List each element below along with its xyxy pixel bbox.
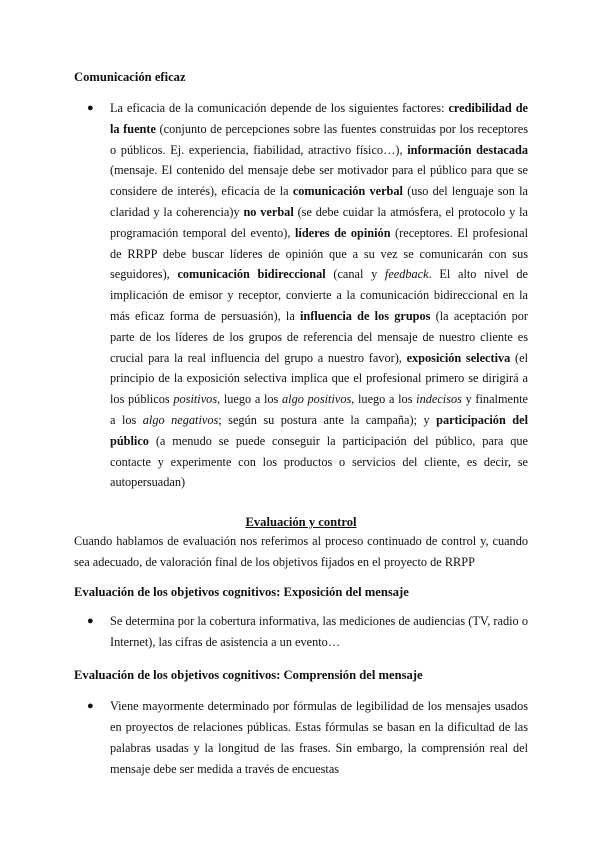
text: (receptores. El profesional de RRPP debe buscar líderes de opinión que a su vez se comunicarán con sus seguidores), — [110, 225, 528, 282]
text: , luego a los — [351, 392, 417, 407]
text: La eficacia de la comunicación depende de los siguientes factores: — [110, 101, 449, 115]
text: (el principio de la exposición selectiva implica que el profesional primero se dirigirá a los públicos — [110, 350, 528, 407]
text: (uso del lenguaje son la claridad y la coherencia)y — [110, 184, 528, 219]
text: ; según su postura ante la campaña); y — [218, 412, 437, 427]
term-verbal: comunicación verbal — [292, 184, 403, 199]
text: (la aceptación por parte de los líderes de los grupos de referencia del mensaje de nuestro cliente es crucial para la real influencia del grupo a nuestro favor), — [110, 308, 528, 365]
term-credibilidad: credibilidad de la fuente — [110, 101, 528, 136]
heading-comunicacion-eficaz: Comunicación eficaz — [74, 70, 186, 84]
bullet-item-factores — [74, 98, 528, 493]
italic-algo-positivos: algo positivos — [282, 392, 352, 407]
term-lideres: líderes de opinión — [294, 225, 391, 240]
exposicion-paragraph: Se determina por la cobertura informativa, las mediciones de audiencias (TV, radio o Internet), las cifras de asistencia a un evento… — [110, 613, 528, 649]
italic-indecisos: indecisos — [416, 392, 462, 407]
bullet-icon: ● — [87, 614, 94, 627]
text: . El alto nivel de implicación de emisor y receptor, convierte a la comunicación bidireccional en la más eficaz forma de persuasión), la — [110, 267, 529, 323]
text: , luego a los — [217, 392, 282, 407]
bullet-item-exposicion — [74, 611, 528, 653]
term-no-verbal: no verbal — [243, 204, 294, 219]
italic-feedback: feedback — [384, 267, 429, 282]
term-bidireccional: comunicación bidireccional — [177, 267, 326, 282]
text: (a menudo se puede conseguir la participación del público, para que contacte y experimente con los productos o servicios del cliente, es decir, se autopersuadan) — [110, 433, 528, 490]
term-informacion: información destacada — [407, 142, 528, 157]
bullet-icon: ● — [87, 700, 94, 713]
italic-positivos: positivos — [173, 392, 218, 407]
heading-comprension-mensaje: Evaluación de los objetivos cognitivos: Comprensión del mensaje — [74, 668, 423, 683]
heading-exposicion-mensaje: Evaluación de los objetivos cognitivos: Exposición del mensaje — [74, 584, 409, 599]
term-grupos: influencia de los grupos — [300, 308, 431, 323]
heading-evaluacion-control: Evaluación y control — [245, 515, 357, 530]
text: (se debe cuidar la atmósfera, el protocolo y la programación temporal del evento), — [110, 204, 528, 240]
text: (conjunto de percepciones sobre las fuentes construidas por los receptores o públicos. Ej. experiencia, fiabilidad, atractivo físico…), — [110, 121, 528, 157]
text: (canal y — [325, 267, 385, 282]
document-page — [74, 68, 528, 780]
term-exposicion: exposición selectiva — [406, 350, 511, 365]
term-participacion: participación del público — [110, 412, 528, 448]
comprension-paragraph: Viene mayormente determinado por fórmulas de legibilidad de los mensajes usados en proyectos de relaciones públicas. Estas fórmulas se basan en la dificultad de las palabras usadas y la longitud de las frases. Sin embargo, la comprensión real del mensaje debe ser medida a través de encuestas — [110, 699, 528, 776]
intro-paragraph: Cuando hablamos de evaluación nos referimos al proceso continuado de control y, cuando sea adecuado, de valoración final de los objetivos fijados en el proyecto de RRPP — [74, 534, 528, 569]
text: (mensaje. El contenido del mensaje debe ser motivador para el público para que se considere de interés), eficacia de la — [110, 163, 528, 199]
factores-paragraph — [110, 98, 528, 493]
bullet-item-comprension — [74, 696, 528, 779]
bullet-icon: ● — [87, 102, 94, 114]
italic-algo-negativos: algo negativos — [142, 412, 219, 427]
text: y finalmente a los — [110, 392, 528, 427]
